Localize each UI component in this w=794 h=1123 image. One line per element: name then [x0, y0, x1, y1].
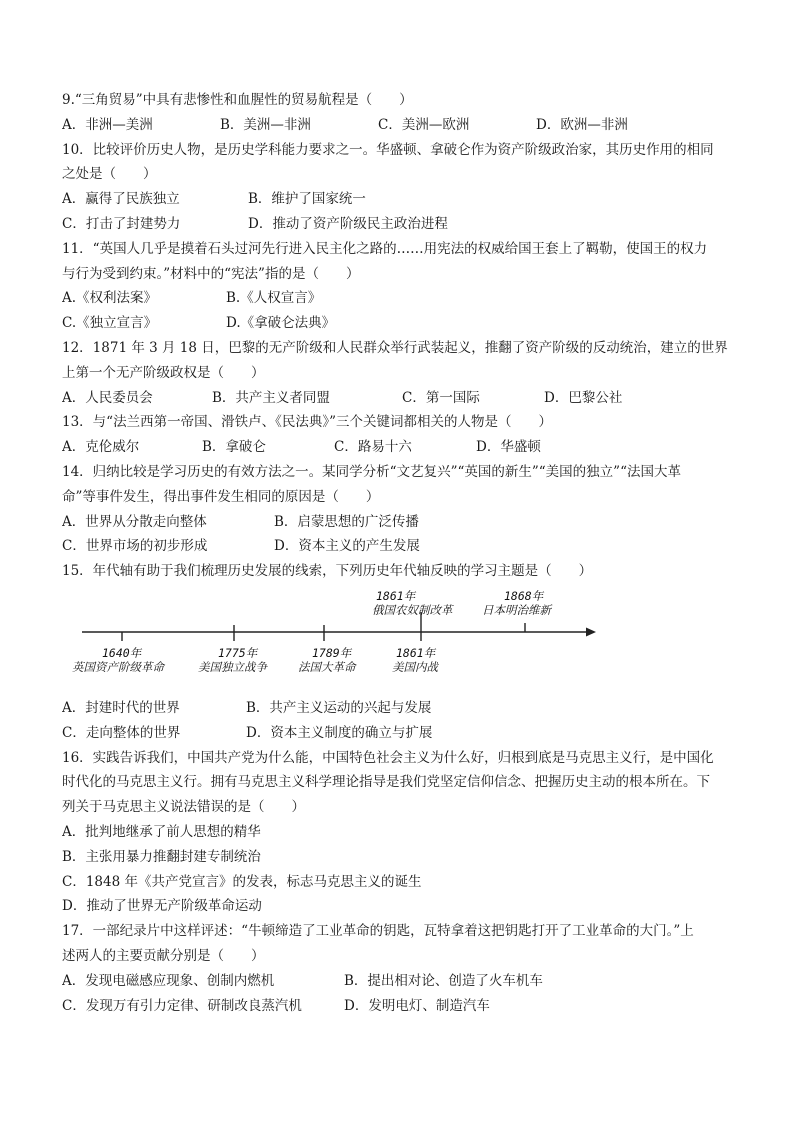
options-row [62, 435, 734, 460]
option-b[interactable]: B．启蒙思想的广泛传播 [274, 513, 419, 530]
options-row [62, 696, 734, 721]
question-11 [62, 237, 734, 336]
option-a[interactable]: A．克伦威尔 [62, 439, 140, 456]
question-14 [62, 460, 734, 559]
question-stem: 之处是（ ） [62, 166, 157, 183]
option-c[interactable]: C．路易十六 [334, 439, 412, 456]
question-12 [62, 336, 734, 410]
option-c[interactable]: C．美洲—欧洲 [378, 116, 470, 133]
question-17 [62, 919, 734, 1018]
option-d[interactable]: D．推动了世界无产阶级革命运动 [62, 898, 262, 915]
options-row [62, 994, 734, 1019]
options-row [62, 969, 734, 994]
options-row [62, 113, 734, 138]
option-d[interactable]: D．欧洲—非洲 [536, 116, 628, 133]
option-c[interactable]: C.《独立宣言》 [62, 315, 158, 332]
option-a[interactable]: A．批判地继承了前人思想的精华 [62, 823, 261, 840]
options-row [62, 534, 734, 559]
question-10 [62, 138, 734, 237]
option-d[interactable]: D．资本主义的产生发展 [274, 538, 420, 555]
option-a[interactable]: A．世界从分散走向整体 [62, 513, 207, 530]
exam-page [62, 88, 734, 1018]
question-stem: 10．比较评价历史人物，是历史学科能力要求之一。华盛顿、拿破仑作为资产阶级政治家，其历史作用的相同 [62, 141, 714, 158]
options-row [62, 510, 734, 535]
option-a[interactable]: A．发现电磁感应现象、创制内燃机 [62, 972, 275, 989]
question-9 [62, 88, 734, 138]
timeline-event-below: 1861年 美国内战 [392, 645, 438, 674]
option-b[interactable]: B．拿破仑 [202, 439, 266, 456]
option-a[interactable]: A．赢得了民族独立 [62, 191, 180, 208]
question-stem: 9.“三角贸易”中具有悲惨性和血腥性的贸易航程是（ ） [62, 92, 413, 108]
option-a[interactable]: A．非洲—美洲 [62, 116, 153, 133]
question-stem: 11．“英国人几乎是摸着石头过河先行进入民主化之路的……用宪法的权威给国王套上了羁勒，使国王的权力 [62, 240, 708, 257]
option-c[interactable]: C．打击了封建势力 [62, 215, 181, 232]
question-stem: 时代化的马克思主义行。拥有马克思主义科学理论指导是我们党坚定信仰信念、把握历史主动的根本所在。下 [62, 774, 710, 791]
option-a[interactable]: A．封建时代的世界 [62, 699, 180, 716]
history-timeline [62, 586, 734, 694]
question-stem: 12．1871 年 3 月 18 日，巴黎的无产阶级和人民群众举行武装起义，推翻了资产阶级的反动统治，建立的世界 [62, 339, 728, 356]
option-c[interactable]: C．发现万有引力定律、研制改良蒸汽机 [62, 997, 302, 1014]
options-row [62, 212, 734, 237]
option-b[interactable]: B．主张用暴力推翻封建专制统治 [62, 848, 261, 865]
option-d[interactable]: D．推动了资产阶级民主政治进程 [248, 215, 448, 232]
option-c[interactable]: C．1848 年《共产党宣言》的发表，标志马克思主义的诞生 [62, 873, 422, 890]
question-stem: 述两人的主要贡献分别是（ ） [62, 947, 265, 964]
option-c[interactable]: C．世界市场的初步形成 [62, 538, 208, 555]
timeline-event-above: 1868年 日本明治维新 [482, 588, 551, 617]
option-c[interactable]: C．走向整体的世界 [62, 724, 181, 741]
question-stem: 17．一部纪录片中这样评述：“牛顿缔造了工业革命的钥匙，瓦特拿着这把钥匙打开了工业革命的大门。”上 [62, 923, 694, 940]
question-stem: 命”等事件发生，得出事件发生相同的原因是（ ） [62, 488, 380, 505]
option-b[interactable]: B．共产主义者同盟 [212, 389, 330, 406]
option-b[interactable]: B．维护了国家统一 [248, 191, 366, 208]
timeline-event-above: 1861年 俄国农奴制改革 [372, 588, 453, 617]
option-d[interactable]: D．巴黎公社 [544, 389, 623, 406]
timeline-event-below: 1640年 英国资产阶级革命 [72, 645, 164, 674]
question-stem: 列关于马克思主义说法错误的是（ ） [62, 799, 305, 816]
options-row [62, 187, 734, 212]
question-stem: 16．实践告诉我们，中国共产党为什么能，中国特色社会主义为什么好，归根到底是马克思主义行，是中国化 [62, 749, 714, 766]
options-row [62, 721, 734, 746]
timeline-event-below: 1789年 法国大革命 [298, 645, 356, 674]
option-b[interactable]: B．提出相对论、创造了火车机车 [344, 972, 543, 989]
option-b[interactable]: B.《人权宣言》 [226, 290, 322, 307]
option-a[interactable]: A.《权利法案》 [62, 290, 158, 307]
question-15 [62, 559, 734, 745]
question-stem: 14．归纳比较是学习历史的有效方法之一。某同学分析“文艺复兴”“英国的新生”“美国的独立”“法国大革 [62, 463, 681, 480]
option-a[interactable]: A．人民委员会 [62, 389, 153, 406]
option-c[interactable]: C．第一国际 [402, 389, 480, 406]
option-b[interactable]: B．共产主义运动的兴起与发展 [246, 699, 432, 716]
question-stem: 与行为受到约束。”材料中的“宪法”指的是（ ） [62, 265, 360, 282]
question-16 [62, 746, 734, 920]
question-stem: 上第一个无产阶级政权是（ ） [62, 364, 265, 381]
option-d[interactable]: D．资本主义制度的确立与扩展 [246, 724, 433, 741]
question-stem: 15．年代轴有助于我们梳理历史发展的线索，下列历史年代轴反映的学习主题是（ ） [62, 563, 593, 580]
question-13 [62, 410, 734, 460]
option-d[interactable]: D.《拿破仑法典》 [226, 315, 336, 332]
option-d[interactable]: D．发明电灯、制造汽车 [344, 997, 490, 1014]
options-row [62, 286, 734, 311]
timeline-event-below: 1775年 美国独立战争 [198, 645, 267, 674]
question-stem: 13．与“法兰西第一帝国、滑铁卢、《民法典》”三个关键词都相关的人物是（ ） [62, 414, 552, 431]
options-row [62, 311, 734, 336]
options-row [62, 386, 734, 411]
option-d[interactable]: D．华盛顿 [476, 439, 541, 456]
option-b[interactable]: B．美洲—非洲 [220, 116, 311, 133]
